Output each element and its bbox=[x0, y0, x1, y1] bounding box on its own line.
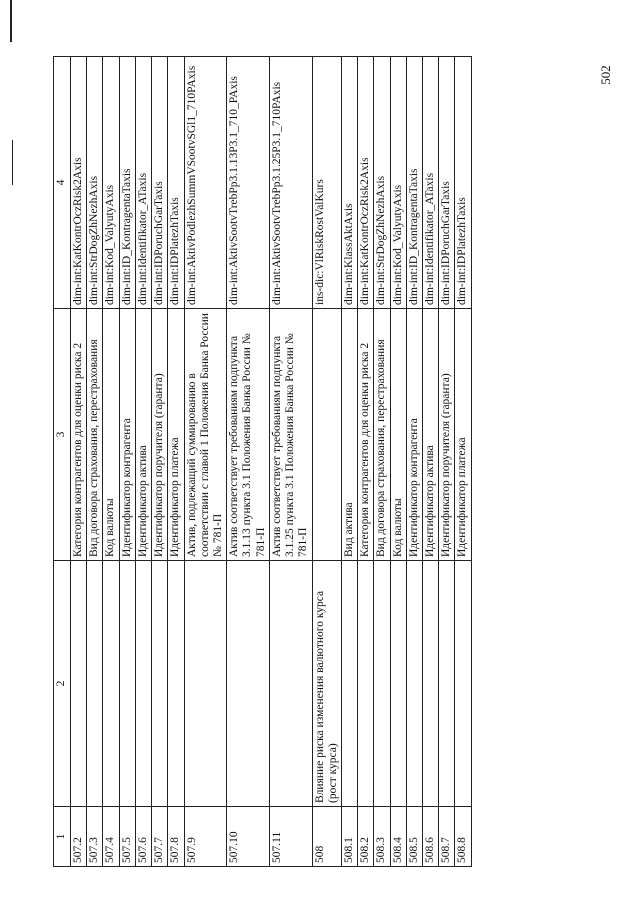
dimension-description: Категория контрагентов для оценки риска 2 bbox=[71, 309, 87, 561]
dimension-code: dim-int:KatKontrOczRisk2Axis bbox=[358, 57, 374, 309]
table-container bbox=[53, 57, 567, 867]
indicator-name: Влияние риска изменения валютного курса (рост курса) bbox=[312, 561, 341, 807]
indicator-name bbox=[341, 561, 357, 807]
table-row bbox=[406, 57, 422, 867]
row-number: 508.3 bbox=[374, 807, 390, 867]
dimension-code: dim-int:ID_KontragentaTaxis bbox=[119, 57, 135, 309]
row-number: 507.3 bbox=[87, 807, 103, 867]
dimension-description: Идентификатор актива bbox=[135, 309, 151, 561]
indicator-name bbox=[103, 561, 119, 807]
dimension-description: Вид актива bbox=[341, 309, 357, 561]
dimension-description: Код валюты bbox=[390, 309, 406, 561]
row-number: 507.4 bbox=[103, 807, 119, 867]
dimension-code: dim-int:StrDogZhNezhAxis bbox=[374, 57, 390, 309]
dimension-description bbox=[312, 309, 341, 561]
table-row bbox=[152, 57, 168, 867]
dimension-description: Идентификатор платежа bbox=[455, 309, 471, 561]
dimension-description: Код валюты bbox=[103, 309, 119, 561]
header-cell-4: 4 bbox=[54, 57, 71, 309]
dimension-code: dim-int:Kod_ValyutyAxis bbox=[390, 57, 406, 309]
dimension-description: Категория контрагентов для оценки риска 2 bbox=[358, 309, 374, 561]
table-row bbox=[103, 57, 119, 867]
header-cell-1: 1 bbox=[54, 807, 71, 867]
table-row bbox=[439, 57, 455, 867]
table-row bbox=[184, 57, 227, 867]
indicator-name bbox=[119, 561, 135, 807]
margin-mark-mid bbox=[12, 140, 13, 185]
dimension-code: dim-int:Identifikator_ATaxis bbox=[135, 57, 151, 309]
table-row bbox=[423, 57, 439, 867]
table-row bbox=[390, 57, 406, 867]
indicator-name bbox=[439, 561, 455, 807]
dimension-code: dim-int:AktivSootvTrebPp3.1.25P3.1_710PAxis bbox=[269, 57, 312, 309]
data-table bbox=[53, 56, 472, 867]
indicator-name bbox=[269, 561, 312, 807]
dimension-description: Идентификатор поручителя (гаранта) bbox=[439, 309, 455, 561]
indicator-name bbox=[455, 561, 471, 807]
row-number: 508.8 bbox=[455, 807, 471, 867]
indicator-name bbox=[168, 561, 184, 807]
row-number: 508.6 bbox=[423, 807, 439, 867]
row-number: 507.2 bbox=[71, 807, 87, 867]
indicator-name bbox=[87, 561, 103, 807]
row-number: 507.5 bbox=[119, 807, 135, 867]
table-row bbox=[135, 57, 151, 867]
dimension-code: dim-int:AktivSootvTrebPp3.1.13P3.1_710_PAxis bbox=[227, 57, 270, 309]
dimension-code: dim-int:IDPoruchGarTaxis bbox=[152, 57, 168, 309]
row-number: 508.7 bbox=[439, 807, 455, 867]
dimension-description: Вид договора страхования, перестрахования bbox=[374, 309, 390, 561]
dimension-code: dim-int:IDPlatezhTaxis bbox=[455, 57, 471, 309]
table-row bbox=[374, 57, 390, 867]
dimension-description: Идентификатор поручителя (гаранта) bbox=[152, 309, 168, 561]
row-number: 507.6 bbox=[135, 807, 151, 867]
indicator-name bbox=[358, 561, 374, 807]
dimension-code: dim-int:KatKontrOczRisk2Axis bbox=[71, 57, 87, 309]
row-number: 507.7 bbox=[152, 807, 168, 867]
header-cell-2: 2 bbox=[54, 561, 71, 807]
row-number: 508 bbox=[312, 807, 341, 867]
dimension-description: Актив, подлежащий суммированию в соответствии с главой 1 Положения Банка России № 781-П bbox=[184, 309, 227, 561]
row-number: 508.1 bbox=[341, 807, 357, 867]
indicator-name bbox=[227, 561, 270, 807]
indicator-name bbox=[184, 561, 227, 807]
dimension-code: dim-int:IDPlatezhTaxis bbox=[168, 57, 184, 309]
table-row bbox=[87, 57, 103, 867]
dimension-code: dim-int:Kod_ValyutyAxis bbox=[103, 57, 119, 309]
dimension-description: Актив соответствует требованиям подпункта 3.1.25 пункта 3.1 Положения Банка России № 781-П bbox=[269, 309, 312, 561]
dimension-description: Идентификатор контрагента bbox=[406, 309, 422, 561]
row-number: 507.10 bbox=[227, 807, 270, 867]
table-row bbox=[455, 57, 471, 867]
dimension-code: dim-int:AktivPodlezhSummVSootvSGl1_710PAxis bbox=[184, 57, 227, 309]
dimension-description: Идентификатор платежа bbox=[168, 309, 184, 561]
dimension-code: dim-int:IDPoruchGarTaxis bbox=[439, 57, 455, 309]
indicator-name bbox=[152, 561, 168, 807]
indicator-name bbox=[390, 561, 406, 807]
row-number: 508.2 bbox=[358, 807, 374, 867]
table-row bbox=[168, 57, 184, 867]
dimension-code: dim-int:StrDogZhNezhAxis bbox=[87, 57, 103, 309]
row-number: 508.5 bbox=[406, 807, 422, 867]
dimension-description: Вид договора страхования, перестрахования bbox=[87, 309, 103, 561]
indicator-name bbox=[135, 561, 151, 807]
dimension-code: ins-dic:VlRiskRostValKurs bbox=[312, 57, 341, 309]
indicator-name bbox=[406, 561, 422, 807]
dimension-description: Актив соответствует требованиям подпункта 3.1.13 пункта 3.1 Положения Банка России № 781-П bbox=[227, 309, 270, 561]
table-row bbox=[119, 57, 135, 867]
page-number: 502 bbox=[598, 65, 613, 85]
indicator-name bbox=[374, 561, 390, 807]
dimension-description: Идентификатор контрагента bbox=[119, 309, 135, 561]
indicator-name bbox=[423, 561, 439, 807]
row-number: 507.9 bbox=[184, 807, 227, 867]
margin-mark-top bbox=[10, 0, 12, 42]
header-row bbox=[54, 57, 71, 867]
dimension-code: dim-int:Identifikator_ATaxis bbox=[423, 57, 439, 309]
table-row bbox=[312, 57, 341, 867]
table-row bbox=[358, 57, 374, 867]
table-row bbox=[71, 57, 87, 867]
table-row bbox=[341, 57, 357, 867]
indicator-name bbox=[71, 561, 87, 807]
table-row bbox=[269, 57, 312, 867]
dimension-code: dim-int:ID_KontragentaTaxis bbox=[406, 57, 422, 309]
dimension-code: dim-int:KlassAktAxis bbox=[341, 57, 357, 309]
dimension-description: Идентификатор актива bbox=[423, 309, 439, 561]
row-number: 507.8 bbox=[168, 807, 184, 867]
row-number: 507.11 bbox=[269, 807, 312, 867]
header-cell-3: 3 bbox=[54, 309, 71, 561]
table-row bbox=[227, 57, 270, 867]
row-number: 508.4 bbox=[390, 807, 406, 867]
